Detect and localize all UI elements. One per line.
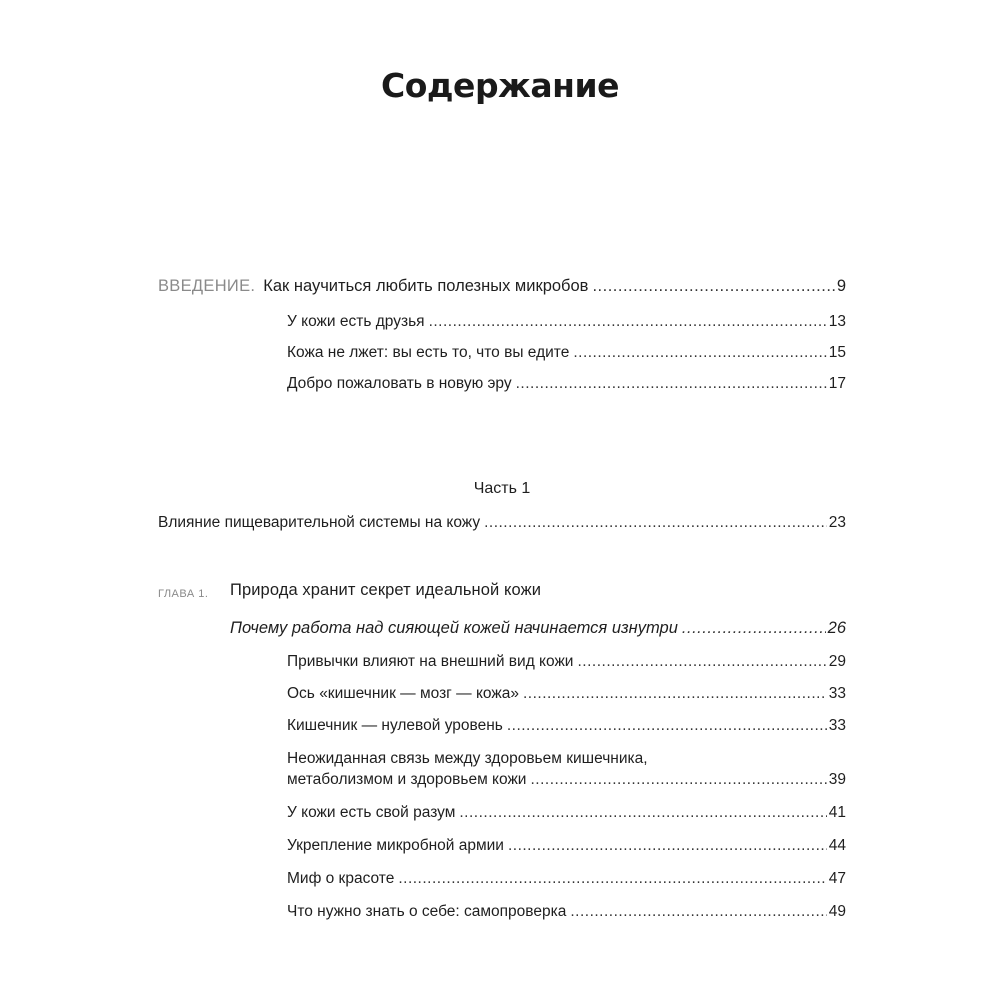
toc-entry[interactable] bbox=[287, 652, 846, 672]
page-number: 49 bbox=[828, 903, 846, 920]
page-number: 29 bbox=[828, 653, 846, 670]
toc-entry-text: У кожи есть свой разум bbox=[287, 804, 456, 821]
page-number: 44 bbox=[828, 837, 846, 854]
page-number: 17 bbox=[828, 375, 846, 392]
toc-entry[interactable] bbox=[287, 869, 846, 889]
toc-entry-part1[interactable] bbox=[158, 513, 846, 533]
dot-leader bbox=[530, 770, 826, 790]
dot-leader bbox=[398, 869, 826, 889]
toc-entry-text: Кишечник — нулевой уровень bbox=[287, 717, 503, 734]
dot-leader bbox=[516, 374, 827, 394]
page-number: 41 bbox=[828, 804, 846, 821]
chapter-title: Природа хранит секрет идеальной кожи bbox=[230, 581, 542, 599]
part-heading: Часть 1 bbox=[473, 480, 531, 497]
toc-entry[interactable] bbox=[287, 836, 846, 856]
page-number: 47 bbox=[828, 870, 846, 887]
toc-entry-text: Укрепление микробной армии bbox=[287, 837, 504, 854]
dot-leader bbox=[507, 716, 827, 736]
toc-entry-text: Добро пожаловать в новую эру bbox=[287, 375, 512, 392]
page-number: 26 bbox=[827, 619, 846, 637]
dot-leader bbox=[484, 513, 827, 533]
page-title: Содержание bbox=[381, 66, 619, 105]
page-number: 13 bbox=[828, 313, 846, 330]
introduction-title: Как научиться любить полезных микробов bbox=[263, 277, 589, 295]
chapter-subtitle: Почему работа над сияющей кожей начинается изнутри bbox=[230, 619, 678, 637]
dot-leader bbox=[523, 684, 827, 704]
dot-leader bbox=[508, 836, 827, 856]
toc-entry-introduction[interactable] bbox=[158, 276, 846, 296]
page-number: 39 bbox=[828, 771, 846, 788]
toc-entry[interactable] bbox=[287, 902, 846, 922]
toc-entry[interactable] bbox=[287, 343, 846, 363]
toc-entry-text-line1: Неожиданная связь между здоровьем кишечника, bbox=[287, 750, 648, 767]
dot-leader bbox=[429, 312, 827, 332]
page-number: 23 bbox=[828, 514, 846, 531]
toc-entry[interactable] bbox=[287, 374, 846, 394]
toc-entry-text: Что нужно знать о себе: самопроверка bbox=[287, 903, 567, 920]
toc-entry[interactable] bbox=[287, 803, 846, 823]
dot-leader bbox=[459, 803, 826, 823]
toc-entry-text: Привычки влияют на внешний вид кожи bbox=[287, 653, 574, 670]
chapter-label: ГЛАВА 1. bbox=[158, 588, 209, 600]
toc-entry-text: У кожи есть друзья bbox=[287, 313, 425, 330]
toc-entry[interactable] bbox=[287, 312, 846, 332]
dot-leader bbox=[570, 902, 826, 922]
toc-entry-text: Ось «кишечник — мозг — кожа» bbox=[287, 685, 519, 702]
toc-entry[interactable] bbox=[287, 684, 846, 704]
page-number: 9 bbox=[836, 277, 846, 295]
toc-entry-text-line2: метаболизмом и здоровьем кожи bbox=[287, 771, 527, 788]
toc-entry-chapter-subtitle[interactable] bbox=[230, 618, 846, 638]
introduction-label: ВВЕДЕНИЕ. bbox=[158, 277, 256, 295]
page-number: 33 bbox=[828, 717, 846, 734]
dot-leader bbox=[573, 343, 826, 363]
toc-entry-text: Миф о красоте bbox=[287, 870, 395, 887]
dot-leader bbox=[592, 276, 834, 296]
page-number: 33 bbox=[828, 685, 846, 702]
dot-leader bbox=[682, 618, 826, 638]
toc-entry-text: Кожа не лжет: вы есть то, что вы едите bbox=[287, 344, 570, 361]
dot-leader bbox=[577, 652, 826, 672]
page-number: 15 bbox=[828, 344, 846, 361]
toc-entry[interactable] bbox=[287, 770, 846, 790]
part-title: Влияние пищеварительной системы на кожу bbox=[158, 514, 481, 531]
toc-entry[interactable] bbox=[287, 716, 846, 736]
